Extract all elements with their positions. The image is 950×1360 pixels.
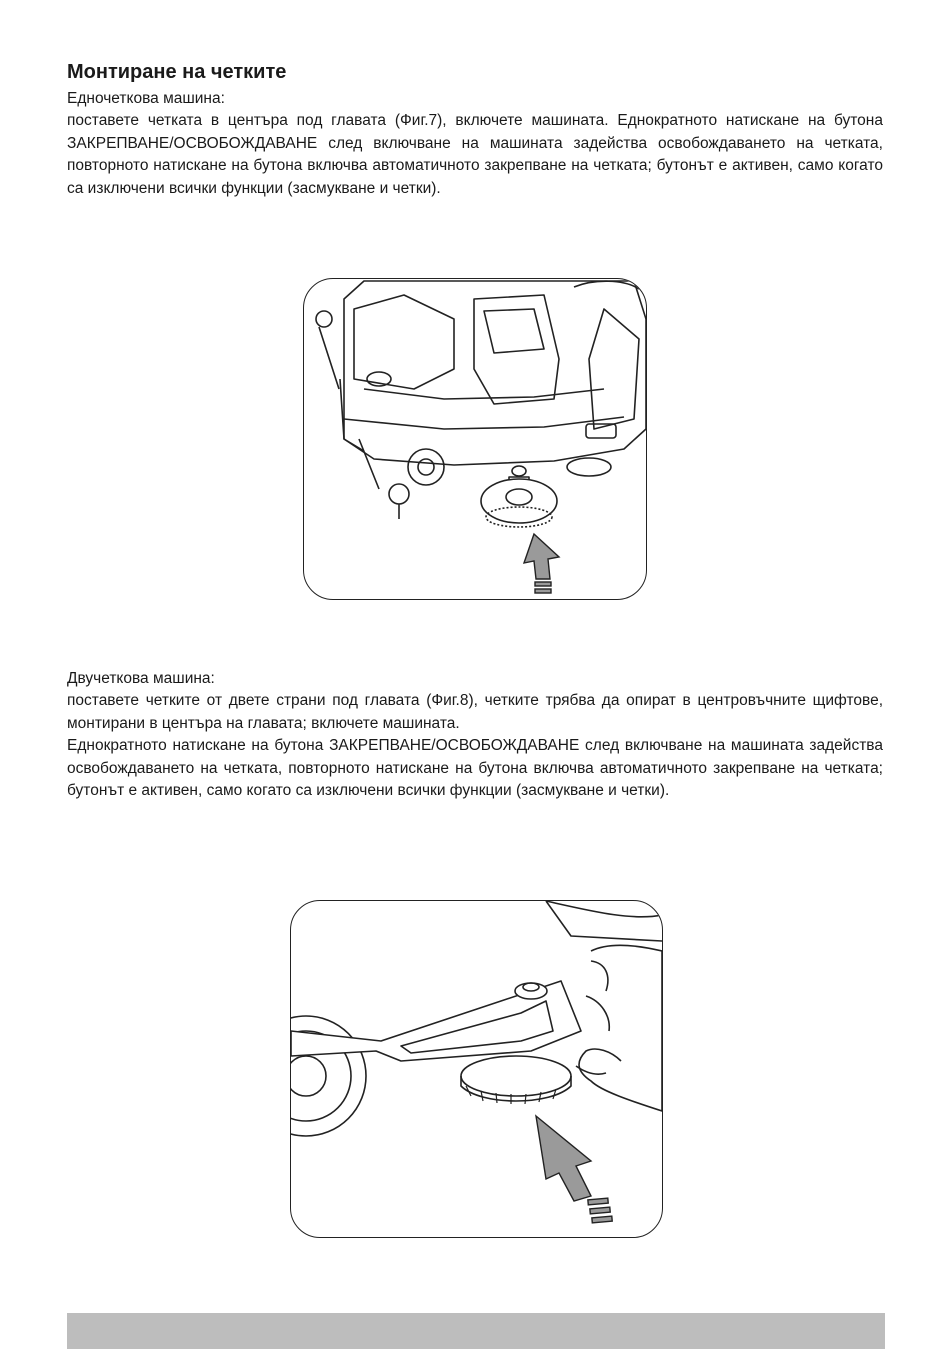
double-brush-instructions-part-2: Еднократното натискане на бутона ЗАКРЕПВАНЕ/ОСВОБОЖДАВАНЕ след включване на машината задейства освобождаването на четката, повторното натискане на бутона включва автоматичното закрепване на четката; бутонът е активен, само когато са изключени всички функции (засмукване и четки). bbox=[67, 737, 883, 799]
brush-deck-double-brush-illustration-icon bbox=[291, 901, 662, 1237]
section-title: Монтиране на четките bbox=[67, 61, 287, 83]
double-brush-heading: Двучеткова машина: bbox=[67, 670, 215, 687]
figure-double-brush bbox=[290, 900, 663, 1238]
footer-bar bbox=[67, 1313, 885, 1349]
double-brush-instructions-part-1: поставете четките от двете страни под главата (Фиг.8), четките трябва да опират в центровъчните щифтове, монтирани в центъра на главата; включете машината. bbox=[67, 692, 883, 732]
floor-scrubber-single-brush-illustration-icon bbox=[304, 279, 646, 599]
single-brush-heading: Едночеткова машина: bbox=[67, 90, 225, 107]
figure-single-brush bbox=[303, 278, 647, 600]
single-brush-instructions: поставете четката в центъра под главата (Фиг.7), включете машината. Еднократното натискане на бутона ЗАКРЕПВАНЕ/ОСВОБОЖДАВАНЕ след включване на машината задейства освобождаването на четката, повторното натискане на бутона включва автоматичното закрепване на четката; бутонът е активен, само когато са изключени всички функции (засмукване и четки). bbox=[67, 112, 883, 197]
double-brush-instructions bbox=[67, 690, 883, 803]
